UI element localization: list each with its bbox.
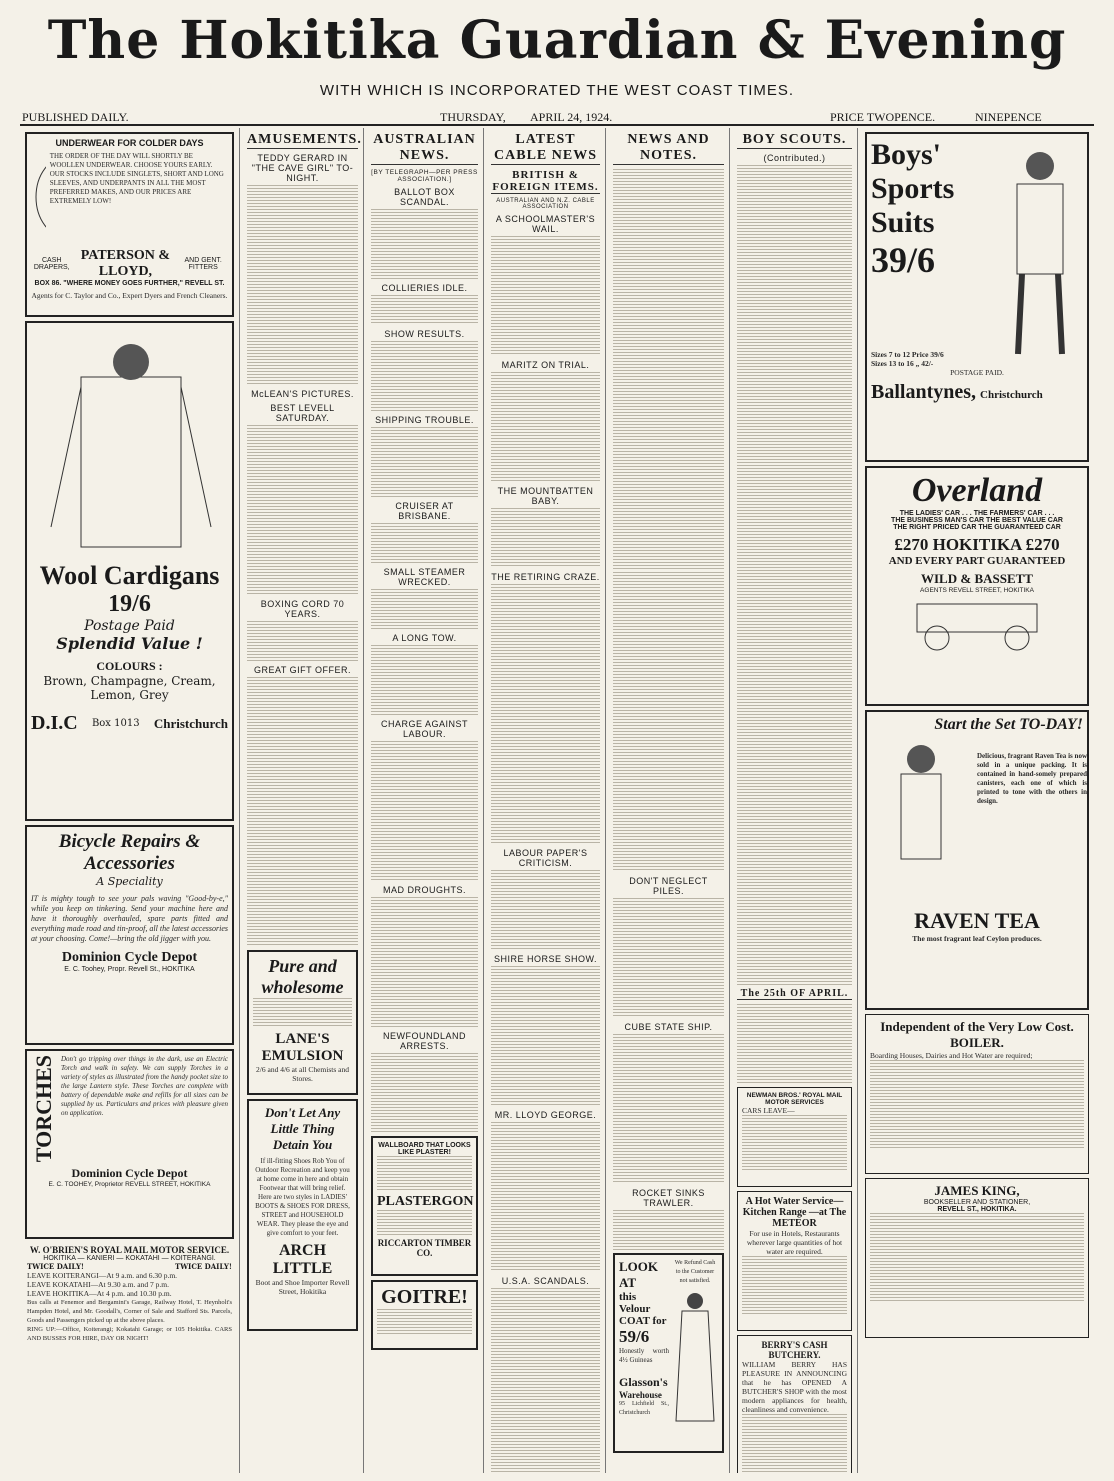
woman-coat-illustration xyxy=(672,1286,718,1426)
column-3 xyxy=(366,128,484,1473)
date: APRIL 24, 1924. xyxy=(530,110,613,124)
arch-little-ad xyxy=(247,1099,358,1331)
ad-refund: We Refund Cash to the Customer not satisfied. xyxy=(674,1260,716,1284)
section-subheading: BRITISH & FOREIGN ITEMS. xyxy=(492,169,599,193)
ad-sub: 2/6 and 4/6 at all Chemists and Stores. xyxy=(256,1065,349,1083)
subheading: SMALL STEAMER WRECKED. xyxy=(383,567,466,587)
dic-cardigans-ad xyxy=(25,321,234,821)
plastergon-ad xyxy=(371,1136,478,1276)
subheading: CRUISER AT BRISBANE. xyxy=(395,501,454,521)
subheading: TEDDY GERARD IN "THE CAVE GIRL" TO-NIGHT. xyxy=(251,153,354,183)
ad-firm: RICCARTON TIMBER CO. xyxy=(377,1238,472,1258)
dic-firm: D.I.C xyxy=(31,712,78,734)
newman-bros-ad xyxy=(737,1087,852,1187)
timetable-2: LEAVE KOKATAHI—At 9.30 a.m. and 7 p.m. xyxy=(27,1280,169,1289)
column-5 xyxy=(608,128,730,1473)
car-illustration xyxy=(877,594,1077,654)
ad-postage: Postage Paid xyxy=(84,618,175,634)
woman-tea-illustration xyxy=(871,734,971,864)
subheading: CUBE STATE SHIP. xyxy=(624,1022,713,1032)
column-4 xyxy=(486,128,606,1473)
postage: POSTAGE PAID. xyxy=(950,368,1004,377)
overland-logo: Overland xyxy=(911,472,1043,509)
ad-title: LANE'S EMULSION xyxy=(261,1031,344,1064)
sizes-1: Sizes 7 to 12 Price 39/6 xyxy=(871,350,944,359)
ad-firm: PATERSON & LLOYD, xyxy=(80,248,171,279)
ad-address: Boot and Shoe Importer Revell Street, Hokitika xyxy=(255,1278,350,1296)
ad-line: Boys' xyxy=(871,138,942,171)
ad-line: Suits xyxy=(871,206,935,239)
subheading: A LONG TOW. xyxy=(392,633,457,643)
ad-title: A Hot Water Service—Kitchen Range —at The METEOR xyxy=(742,1196,847,1229)
section-heading: AUSTRALIAN NEWS. xyxy=(371,132,478,165)
sizes-2: Sizes 13 to 16 „ 42/- xyxy=(871,359,934,368)
ballantynes-town: Christchurch xyxy=(980,389,1043,401)
subheading: BALLOT BOX SCANDAL. xyxy=(394,187,455,207)
column-7 xyxy=(860,128,1094,1473)
ad-title: W. O'BRIEN'S ROYAL MAIL MOTOR SERVICE. xyxy=(29,1245,230,1255)
ad-title: BERRY'S CASH BUTCHERY. xyxy=(761,1340,828,1360)
ad-value: Splendid Value ! xyxy=(56,634,203,653)
ad-firm: Dominion Cycle Depot xyxy=(61,950,198,965)
ad-prop: E. C. TOOHEY, Proprietor REVELL STREET, HOKITIKA xyxy=(48,1181,211,1189)
ad-body: If ill-fitting Shoes Rob You of Outdoor Recreation and keep you at home come in here and obtain Footwear that will bring relief. Here are two styles in LADIES' BOOTS & SHOES FOR DRESS, STREET and HOUSEHOLD WEAR. They please the eye and give comfort to your feet. xyxy=(255,1157,350,1237)
colours-label: COLOURS : xyxy=(96,659,163,673)
subheading: MR. LLOYD GEORGE. xyxy=(494,1110,597,1120)
overland-agents: AGENTS REVELL STREET, HOKITIKA xyxy=(920,587,1034,594)
overland-line: THE BUSINESS MAN'S CAR THE BEST VALUE CAR xyxy=(891,517,1063,524)
overland-line: THE LADIES' CAR . . . THE FARMERS' CAR . . . xyxy=(899,510,1055,517)
subheading: A SCHOOLMASTER'S WAIL. xyxy=(495,214,596,234)
obrien-motor-ad xyxy=(25,1243,234,1345)
overland-car-ad xyxy=(865,466,1089,706)
ad-sub: For use in Hotels, Restaurants wherever large quantities of hot water are required. xyxy=(746,1229,843,1256)
berrys-butchery-ad xyxy=(737,1335,852,1473)
credit: [BY TELEGRAPH—PER PRESS ASSOCIATION.] xyxy=(371,169,478,183)
subheading: GREAT GIFT OFFER. xyxy=(253,665,351,675)
ad-sub: BOOKSELLER AND STATIONER, xyxy=(923,1199,1031,1206)
subheading: MAD DROUGHTS. xyxy=(383,885,466,895)
ad-firm: ARCH LITTLE xyxy=(272,1242,333,1277)
overland-price: £270 HOKITIKA £270 xyxy=(894,535,1060,554)
ballantynes-boys-suits-ad xyxy=(865,132,1089,462)
ad-price: 59/6 xyxy=(619,1327,650,1346)
colours-list: Brown, Champagne, Cream, Lemon, Grey xyxy=(43,674,216,702)
weekly-price: NINEPENCE xyxy=(975,110,1042,124)
subheading: THE RETIRING CRAZE. xyxy=(491,572,600,582)
ad-agents: Agents for C. Taylor and Co., Expert Dyers and French Cleaners. xyxy=(31,291,228,300)
boiler-ad xyxy=(865,1014,1089,1174)
torches-ad xyxy=(25,1049,234,1239)
meteor-range-ad xyxy=(737,1191,852,1331)
section-heading: NEWS AND NOTES. xyxy=(613,132,724,165)
woman-reading-illustration xyxy=(31,152,46,242)
subheading: CHARGE AGAINST LABOUR. xyxy=(380,719,468,739)
raven-tea-ad xyxy=(865,710,1089,1010)
ad-body: WILLIAM BERRY HAS PLEASURE IN ANNOUNCING that he has OPENED A BUTCHER'S SHOP with the most modern appliances for health, cleanliness and convenience. xyxy=(742,1360,847,1414)
ad-title: JAMES KING, xyxy=(934,1183,1020,1198)
ad-speciality: A Speciality xyxy=(96,875,163,888)
paterson-lloyd-ad xyxy=(25,132,234,317)
ad-title: PLASTERGON xyxy=(377,1194,474,1209)
ad-body: Don't go tripping over things in the dark, use an Electric Torch and walk in safety. We can supply Torches in a variety of styles as illustrated from the handy pocket size to the large Lantern style. These Torches are complete with battery of dependable make and refills for all sizes can be supplied by us. Particulars and prices with pleasure given on application. xyxy=(61,1055,228,1117)
subheading: LABOUR PAPER'S CRITICISM. xyxy=(503,848,588,868)
ad-price: 19/6 xyxy=(108,591,151,617)
ad-address: REVELL ST., HOKITIKA. xyxy=(937,1206,1017,1213)
ad-sub: Boarding Houses, Dairies and Hot Water are required; xyxy=(870,1051,1033,1060)
ad-right: AND GENT. FITTERS xyxy=(184,257,222,271)
ad-title: TORCHES xyxy=(31,1055,56,1163)
ad-guineas: Honestly worth 4½ Guineas xyxy=(619,1347,669,1364)
subheading: SHIRE HORSE SHOW. xyxy=(493,954,597,964)
subheading: MARITZ ON TRIAL. xyxy=(501,360,590,370)
contributed: (Contributed.) xyxy=(763,153,826,163)
timetable-1: LEAVE KOITERANGI—At 9 a.m. and 6.30 p.m. xyxy=(27,1271,178,1280)
ad-line: COAT for xyxy=(619,1315,667,1327)
subheading: ROCKET SINKS TRAWLER. xyxy=(632,1188,705,1208)
boy-suit-illustration xyxy=(992,144,1087,364)
ad-slogan: Pure and wholesome xyxy=(261,956,344,997)
price: PRICE TWOPENCE. xyxy=(830,110,936,124)
ad-body: IT is mighty tough to see your pals waving "Good-by-e," while you keep on tinkering. Send your machine here and have it thoroughly overhauled, spare parts fitted and everything made road and tin-proof, all the latest accessories at your choosing. Come!—bring the old jigger with you. xyxy=(31,894,228,943)
masthead-title: The Hokitika Guardian & Evening xyxy=(47,10,1067,71)
column-1 xyxy=(20,128,240,1473)
subheading: BEST LEVELL SATURDAY. xyxy=(270,403,335,423)
dateline xyxy=(20,110,1094,126)
published-daily: PUBLISHED DAILY. xyxy=(22,110,129,124)
dic-box: Box 1013 xyxy=(91,718,140,729)
ad-title: Independent of the Very Low Cost. BOILER. xyxy=(880,1019,1074,1050)
section-heading: LATEST CABLE NEWS xyxy=(491,132,600,165)
ad-box: BOX 86. "WHERE MONEY GOES FURTHER," REVELL ST. xyxy=(34,280,225,287)
timetable-3: LEAVE HOKITIKA—At 4 p.m. and 10.30 p.m. xyxy=(27,1289,172,1298)
date-heading: The 25th OF APRIL. xyxy=(737,988,852,1000)
ad-title: Bicycle Repairs & Accessories xyxy=(58,831,201,874)
credit: AUSTRALIAN AND N.Z. CABLE ASSOCIATION xyxy=(496,198,595,210)
lanes-emulsion-ad xyxy=(247,950,358,1095)
day: THURSDAY, xyxy=(440,110,506,124)
ballantynes-brand: Ballantynes, xyxy=(871,381,977,403)
ad-line: Detain You xyxy=(272,1137,333,1152)
ad-body: THE ORDER OF THE DAY WILL SHORTLY BE WOOLLEN UNDERWEAR. CHOOSE YOURS EARLY. OUR STOCKS INCLUDE SINGLETS, SHORT AND LONG SLEEVES, AND UNDERPANTS IN ALL THE MOST PREFERRED MAKES, AND OUR PRICES ARE EXTREMELY LOW! xyxy=(49,152,224,205)
glassons-velour-coat-ad xyxy=(613,1253,724,1453)
subheading: McLEAN'S PICTURES. xyxy=(251,389,354,399)
bicycle-repairs-ad xyxy=(25,825,234,1045)
dic-town: Christchurch xyxy=(153,715,228,731)
ad-headline: WALLBOARD THAT LOOKS LIKE PLASTER! xyxy=(378,1142,471,1156)
ad-price: 39/6 xyxy=(871,240,936,280)
twice-right: TWICE DAILY! xyxy=(174,1262,232,1271)
column-6 xyxy=(732,128,858,1473)
ad-prop: E. C. Toohey, Propr. Revell St., HOKITIKA xyxy=(64,966,195,973)
ad-title: Wool Cardigans xyxy=(39,561,220,590)
ad-line: this Velour xyxy=(619,1291,651,1315)
subheading: DON'T NEGLECT PILES. xyxy=(629,876,708,896)
ad-line: LOOK AT xyxy=(619,1259,659,1290)
goitre-ad xyxy=(371,1280,478,1350)
cardigan-woman-illustration xyxy=(31,327,231,557)
ad-ring: RING UP:—Office, Koiterangi; Kokatahi Garage; or 105 Hokitika. CARS AND BUSSES FOR HIRE, DAY OR NIGHT! xyxy=(27,1326,232,1342)
column-2 xyxy=(242,128,364,1473)
overland-firm: WILD & BASSETT xyxy=(921,571,1033,586)
ad-body: Delicious, fragrant Raven Tea is now sold in a unique packing. It is contained in hand-somely prepared canisters, each one of which is printed to tone with the others in design. xyxy=(977,752,1087,805)
subheading: THE MOUNTBATTEN BABY. xyxy=(497,486,594,506)
subheading: U.S.A. SCANDALS. xyxy=(501,1276,590,1286)
ad-note: Bus calls at Fenemor and Bergamini's Garage, Railway Hotel, T. Heynholt's Hampden Hotel, and Mr. Goodall's, Corner of Sale and Stafford Sts. Parcels, Goods and Passengers picked up at the above places. xyxy=(27,1299,232,1324)
subheading: SHOW RESULTS. xyxy=(384,329,465,339)
ad-sub: CARS LEAVE— xyxy=(742,1106,795,1115)
overland-guarantee: AND EVERY PART GUARANTEED xyxy=(888,555,1066,567)
ad-title: GOITRE! xyxy=(381,1286,468,1308)
ad-warehouse: Warehouse xyxy=(619,1390,662,1400)
masthead-subtitle: WITH WHICH IS INCORPORATED THE WEST COAST TIMES. xyxy=(319,82,795,99)
twice-left: TWICE DAILY! xyxy=(27,1262,85,1271)
ad-route: HOKITIKA — KANIERI — KOKATAHI — KOITERANGI. xyxy=(43,1255,216,1262)
raven-tag: The most fragrant leaf Ceylon produces. xyxy=(912,934,1042,943)
subheading: SHIPPING TROUBLE. xyxy=(375,415,474,425)
raven-brand: RAVEN TEA xyxy=(914,908,1040,933)
ad-line: Little Thing xyxy=(270,1121,335,1136)
overland-line: THE RIGHT PRICED CAR THE GUARANTEED CAR xyxy=(893,524,1061,531)
ad-title: NEWMAN BROS.' ROYAL MAIL MOTOR SERVICES xyxy=(746,1092,843,1106)
ad-address: 95 Lichfield St., Christchurch xyxy=(619,1401,669,1416)
ad-title: UNDERWEAR FOR COLDER DAYS xyxy=(55,138,204,148)
subheading: NEWFOUNDLAND ARRESTS. xyxy=(382,1031,466,1051)
section-heading: AMUSEMENTS. xyxy=(247,132,362,147)
subheading: COLLIERIES IDLE. xyxy=(381,283,468,293)
ad-firm: Glasson's xyxy=(619,1375,668,1389)
ad-firm: Dominion Cycle Depot xyxy=(71,1166,188,1181)
ad-line: Don't Let Any xyxy=(264,1105,341,1120)
section-heading: BOY SCOUTS. xyxy=(737,132,852,149)
ad-line: Sports xyxy=(871,172,955,205)
ad-title: Start the Set TO-DAY! xyxy=(934,716,1083,733)
ad-left: CASH DRAPERS, xyxy=(33,257,70,271)
james-king-ad xyxy=(865,1178,1089,1338)
subheading: BOXING CORD 70 YEARS. xyxy=(260,599,345,619)
